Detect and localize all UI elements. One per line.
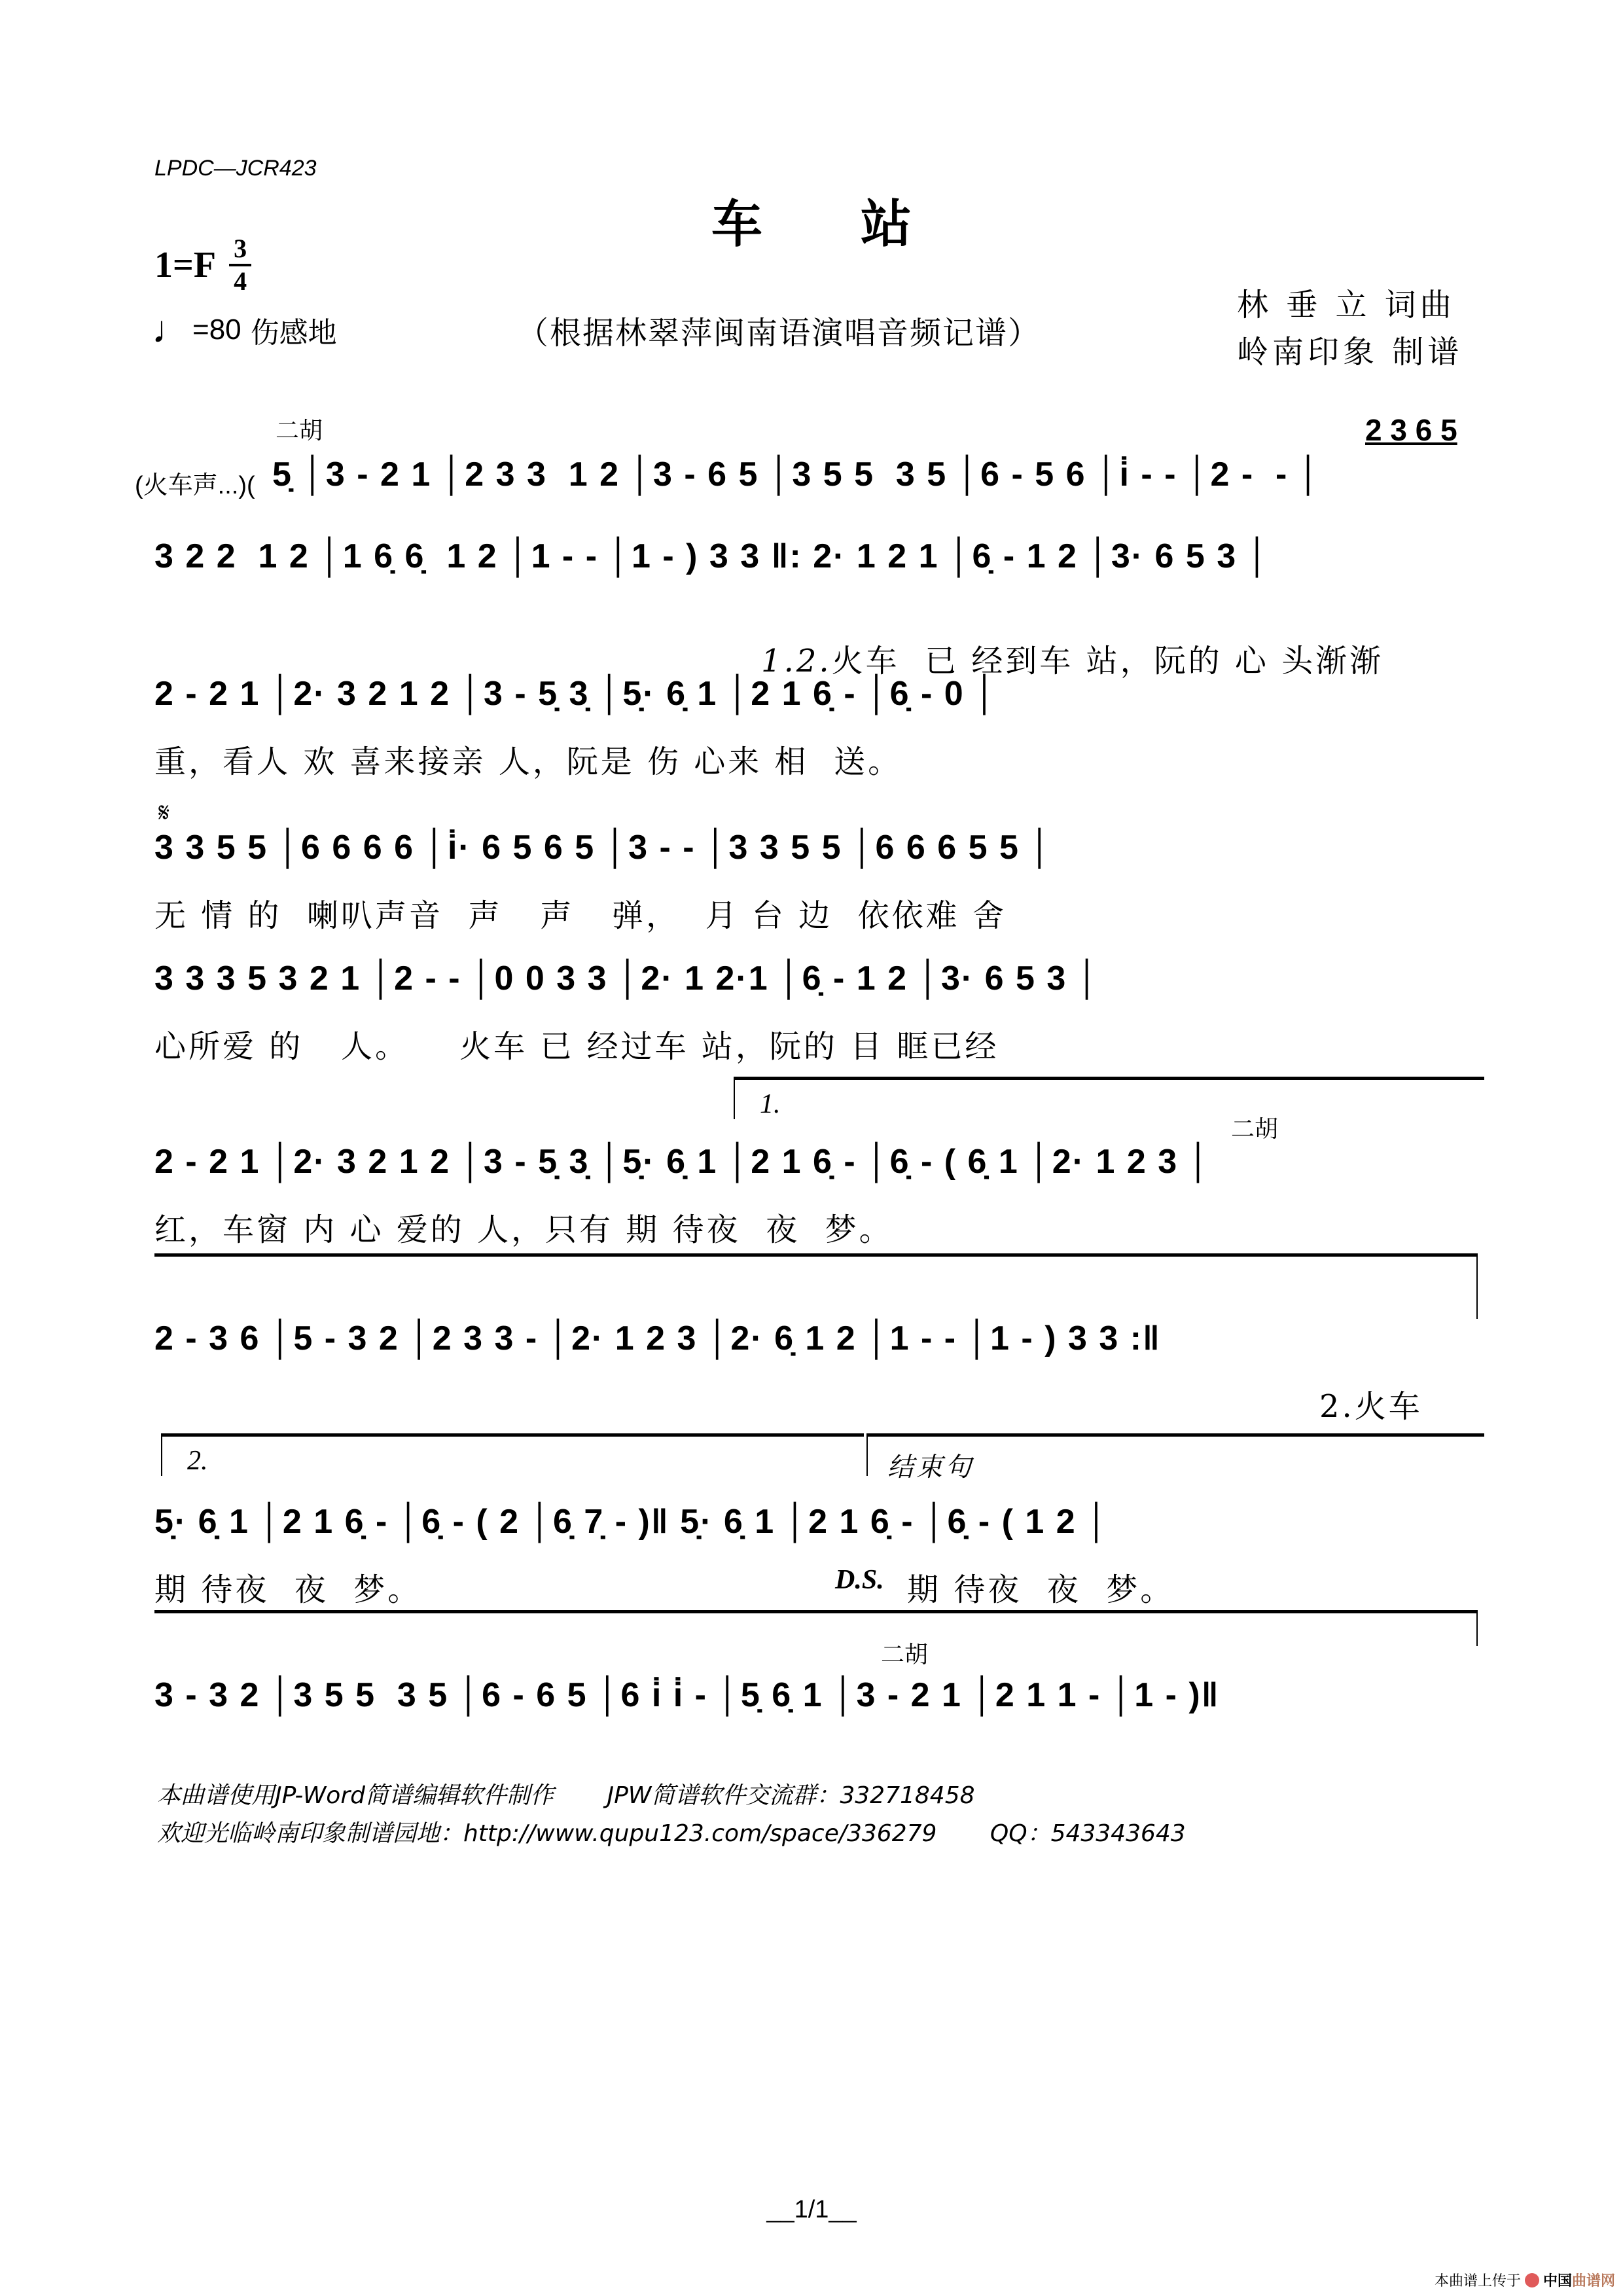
- grace-notes: 2 3 6 5: [1365, 413, 1457, 447]
- key-signature: [154, 236, 251, 295]
- transcriber: 岭南印象 制谱: [1237, 334, 1463, 370]
- notation-line: 3 2 2 1 2 │1 6̣ 6̣ 1 2 │1 - - │1 - ) 3 3 ‖: 2· 1 2 1 │6̣ - 1 2 │3· 6 5 3 │: [154, 537, 1271, 575]
- score-row-5: [154, 959, 1483, 1077]
- notation-line: 3 3 3 5 3 2 1 │2 - - │0 0 3 3 │2· 1 2·1 │6̣ - 1 2 │3· 6 5 3 │: [154, 960, 1101, 997]
- coda-bracket: [154, 1610, 1478, 1646]
- instrument-annotation: 二胡: [276, 417, 323, 444]
- page-number: __1/1__: [766, 2196, 857, 2223]
- instrument-annotation: 二胡: [1231, 1115, 1279, 1142]
- lyric-line: 2.火车: [1319, 1388, 1423, 1425]
- score-row-7: [154, 1253, 1483, 1425]
- tempo-value: =80: [192, 313, 241, 346]
- site-logo-icon: [1525, 2273, 1539, 2287]
- footer-website-link[interactable]: 欢迎光临岭南印象制谱园地：http://www.qupu123.com/space/336279: [157, 1820, 937, 1847]
- volta-bracket-2: [161, 1433, 864, 1476]
- lyric-line: 1.2.火车 已 经到车 站，阮的 心 头渐渐: [761, 643, 1384, 679]
- notation-line: 5̣ │3 - 2 1 │2 3 3 1 2 │3 - 6 5 │3 5 5 3 5 │6 - 5 6 │i̇ - - │2 - - │: [272, 456, 1322, 493]
- lyricist-composer: 林 垂 立 词曲: [1237, 287, 1455, 323]
- notation-line: 5̣· 6̣ 1 │2 1 6̣ - │6̣ - ( 2 │6̣ 7̣ - )‖ 5̣· 6̣ 1 │2 1 6̣ - │6̣ - ( 1 2 │: [154, 1503, 1110, 1541]
- notation-line: 3 - 3 2 │3 5 5 3 5 │6 - 6 5 │6 i̇ i̇ - │5̣ 6̣ 1 │3 - 2 1 │2 1 1 - │1 - )‖: [154, 1676, 1220, 1714]
- lyric-line-right: 期 待夜 夜 梦。: [907, 1571, 1175, 1608]
- score-row-3: [154, 674, 1483, 792]
- lyric-line-left: 期 待夜 夜 梦。: [154, 1571, 422, 1608]
- lyric-line: 重，看人 欢 喜来接亲 人，阮是 伤 心来 相 送。: [154, 744, 902, 780]
- score-row-6: [154, 1077, 1483, 1247]
- notation-line: 3 3 5 5 │6 6 6 6 │i̇· 6 5 6 5 │3 - - │3 3 5 5 │6 6 6 5 5 │: [154, 829, 1053, 867]
- volta-label: 2.: [187, 1446, 208, 1476]
- notation-line: 2 - 3 6 │5 - 3 2 │2 3 3 - │2· 1 2 3 │2· 6̣ 1 2 │1 - - │1 - ) 3 3 :‖: [154, 1319, 1161, 1357]
- footer-line-1: 本曲谱使用JP-Word简谱编辑软件制作 JPW简谱软件交流群：332718458: [157, 1782, 975, 1809]
- footer-line-2: 欢迎光临岭南印象制谱园地：http://www.qupu123.com/space/336279 QQ：543343643: [157, 1820, 1186, 1847]
- score-row-8: [154, 1433, 1483, 1617]
- time-signature: $\frac{3}{4}$: [229, 236, 251, 295]
- score-row-4: [154, 798, 1483, 934]
- watermark: 本曲谱上传于 中国 曲谱网: [1434, 2272, 1615, 2289]
- subtitle: （根据林翠萍闽南语演唱音频记谱）: [517, 315, 1041, 351]
- volta-bracket-continued: [154, 1253, 1478, 1319]
- lyric-line: 心所爱 的 人。 火车 已 经过车 站，阮的 目 眶已经: [154, 1028, 999, 1065]
- score-row-2: [154, 537, 1483, 679]
- lyric-line: 无 情 的 喇叭声音 声 声 弹， 月 台 边 依依难 舍: [154, 897, 1007, 934]
- notation-line: 2 - 2 1 │2· 3 2 1 2 │3 - 5̣ 3̣ │5̣· 6̣ 1 │2 1 6̣ - │6̣ - ( 6̣ 1 │2· 1 2 3 │: [154, 1143, 1212, 1181]
- score-row-1: [135, 412, 1483, 504]
- key-label: 1=F: [154, 245, 217, 285]
- score-row-9: [154, 1610, 1483, 1741]
- ending-label: 结束句: [887, 1452, 974, 1482]
- score-code: LPDC—JCR423: [154, 156, 317, 181]
- tempo-marking: [152, 308, 337, 351]
- expression-marking: 伤感地: [250, 316, 337, 349]
- notation-line: 2 - 2 1 │2· 3 2 1 2 │3 - 5̣ 3̣ │5̣· 6̣ 1 │2 1 6̣ - │6̣ - 0 │: [154, 675, 998, 713]
- dal-segno-marking: D.S.: [835, 1565, 884, 1595]
- quarter-note-icon: ♩: [152, 308, 190, 351]
- credits: [1237, 281, 1463, 376]
- lyric-line: 红，车窗 内 心 爱的 人，只有 期 待夜 夜 梦。: [154, 1211, 893, 1248]
- intro-label: (火车声...)(: [135, 472, 255, 499]
- instrument-annotation: 二胡: [881, 1641, 929, 1668]
- volta-bracket-1: [734, 1077, 1484, 1119]
- song-title: 车站: [711, 194, 1010, 254]
- segno-icon: 𝄋: [158, 798, 170, 827]
- volta-label: 1.: [760, 1089, 781, 1119]
